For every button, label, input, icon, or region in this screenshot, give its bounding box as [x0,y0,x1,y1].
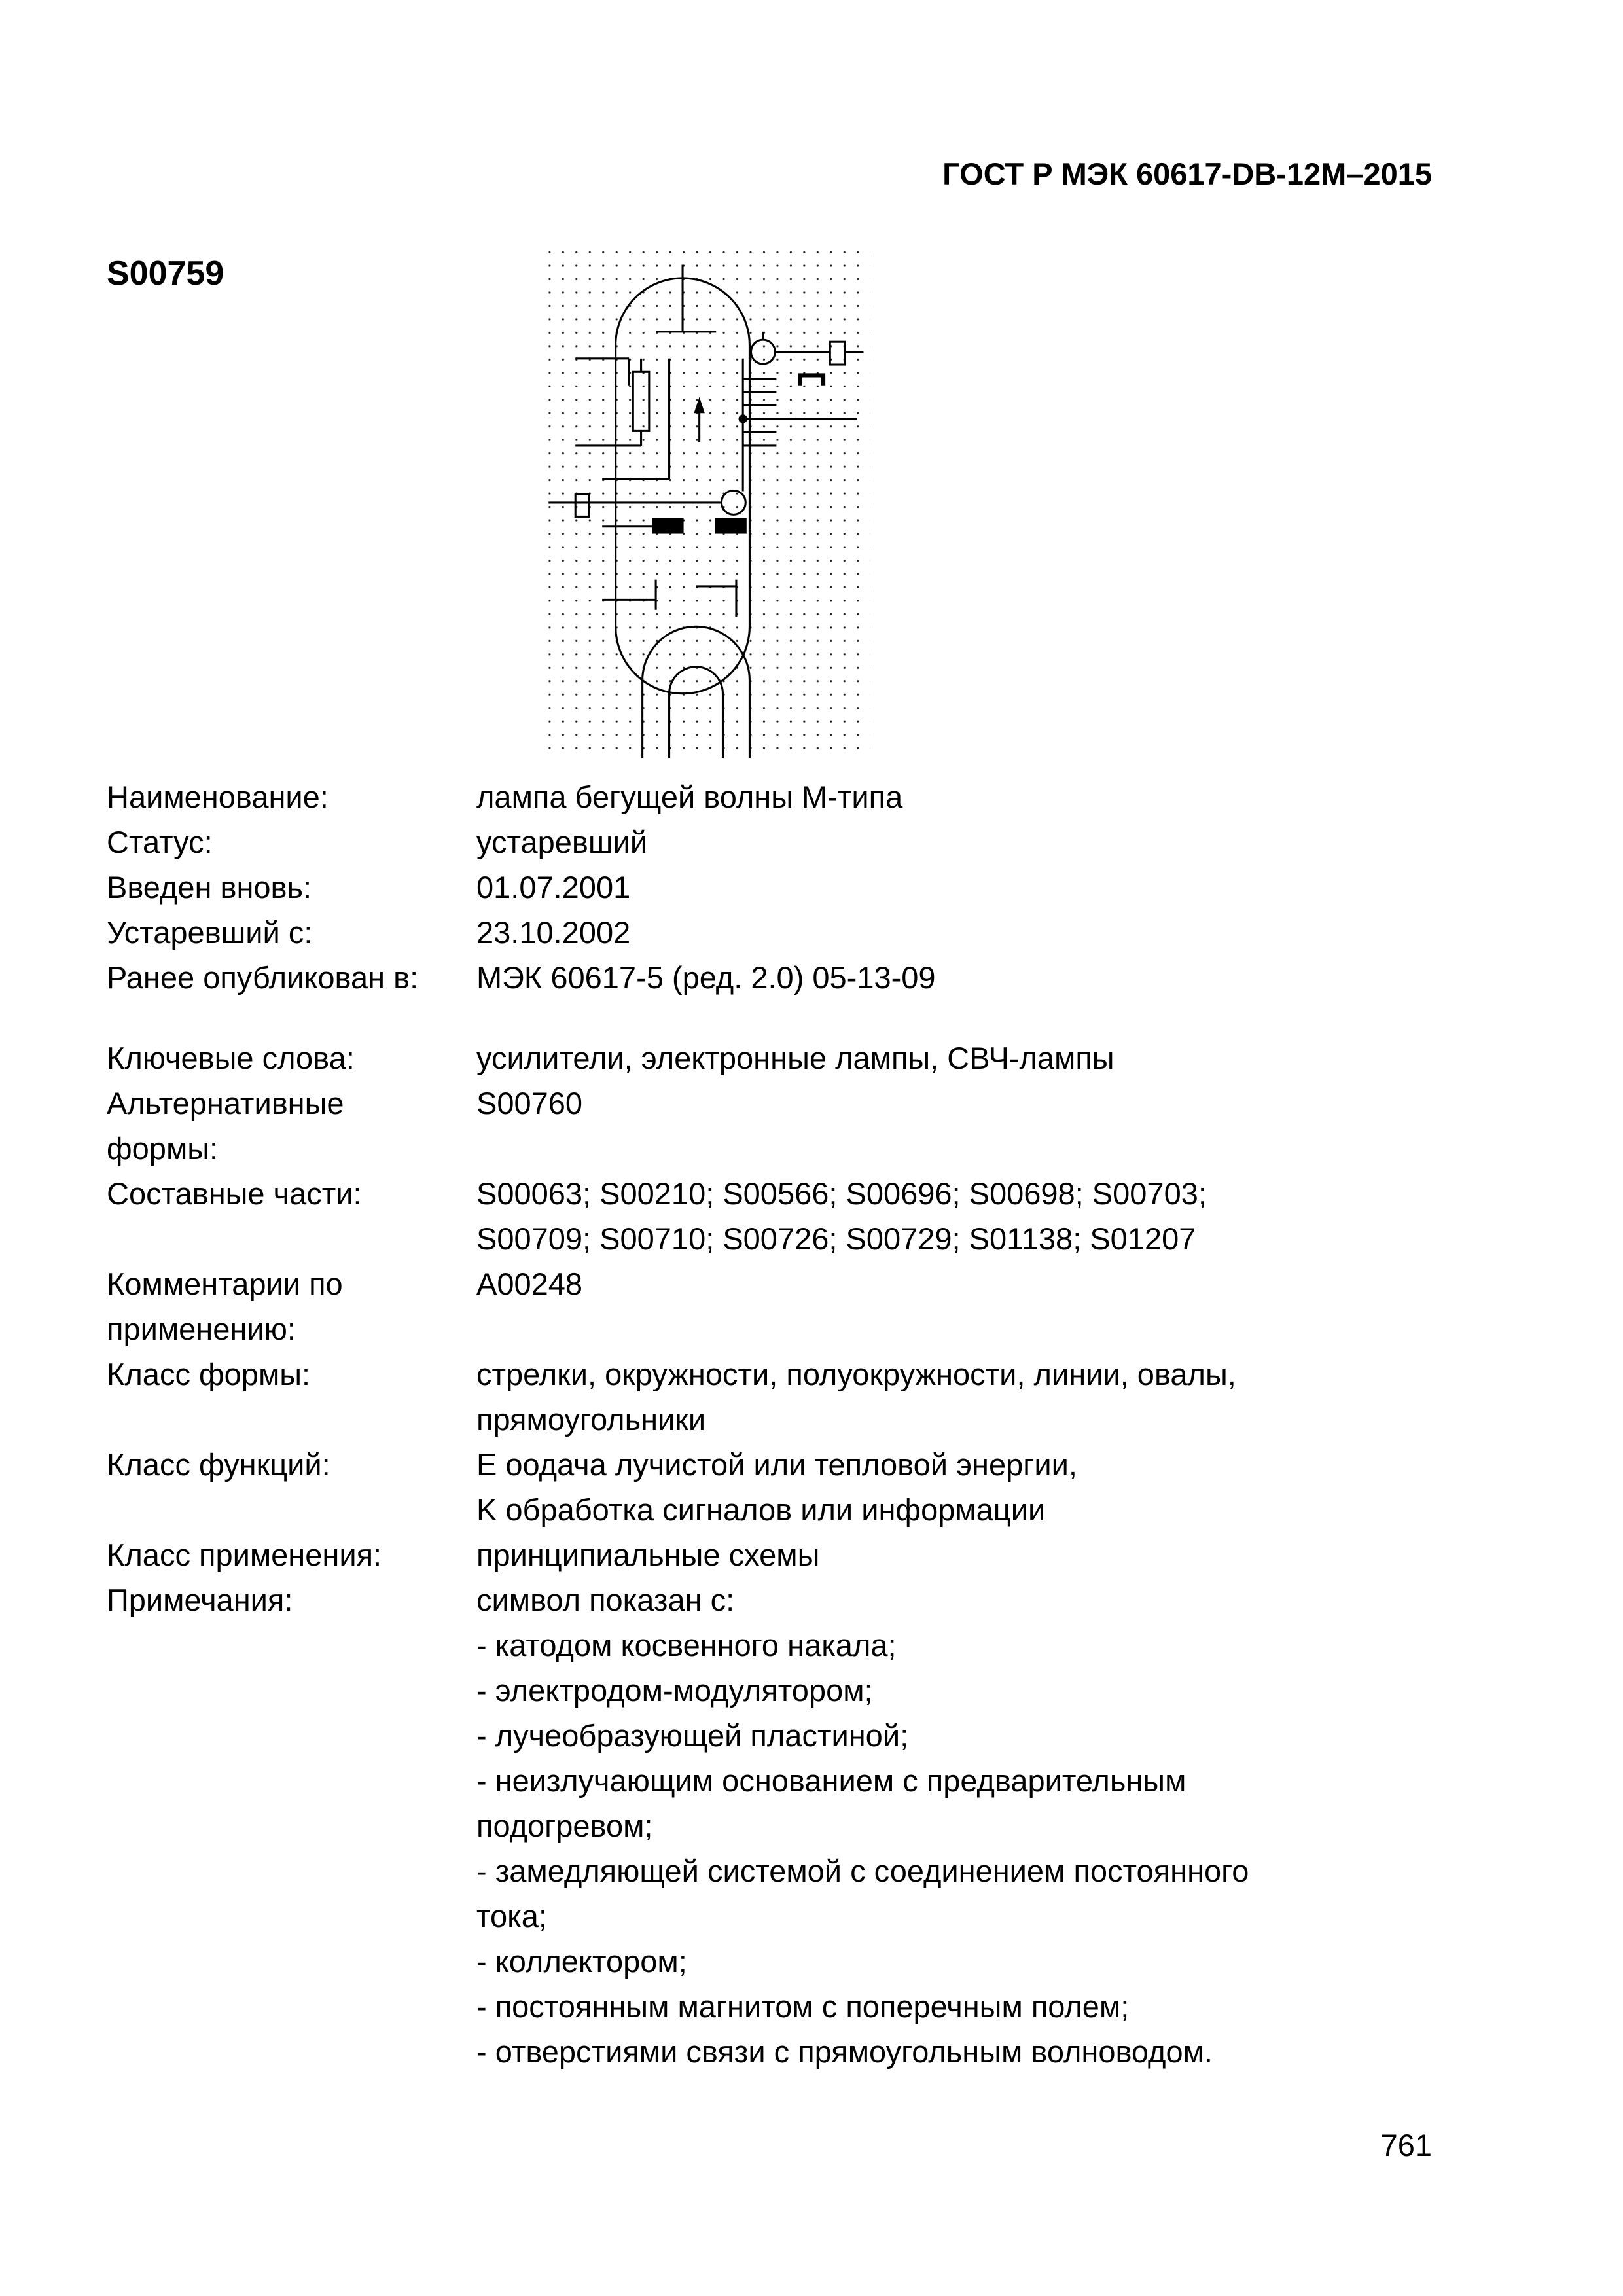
field-value: A00248 [476,1266,583,1301]
remark-line: - катодом косвенного накала; [476,1628,897,1662]
page-number: 761 [1380,2128,1432,2162]
field-name [107,774,1481,819]
field-label [107,1081,476,1171]
field-remarks [107,1577,1481,2074]
field-label: Ранее опубликован в: [107,960,419,995]
field-shape-class [107,1352,1481,1442]
label-line: Альтернативные [107,1086,344,1121]
field-label [107,1261,476,1352]
remark-line: символ показан с: [476,1583,735,1617]
remark-line: - отверстиями связи с прямоугольным волноводом. [476,2034,1213,2069]
field-value [476,1442,1481,1532]
field-introduced [107,865,1481,910]
value-line: S00709; S00710; S00726; S00729; S01138; S01207 [476,1221,1196,1256]
field-value: 23.10.2002 [476,915,631,950]
field-value: усилители, электронные лампы, СВЧ-лампы [476,1041,1115,1075]
remark-line: - лучеобразующей пластиной; [476,1718,909,1753]
field-label: Ключевые слова: [107,1041,355,1075]
remark-line: - электродом-модулятором; [476,1673,873,1708]
field-parts [107,1171,1481,1261]
value-line: стрелки, окружности, полуокружности, линии, овалы, [476,1357,1236,1391]
field-value: S00760 [476,1086,583,1121]
field-label: Класс применения: [107,1537,382,1572]
field-label: Класс функций: [107,1447,330,1482]
field-label: Статус: [107,825,213,859]
field-value [476,1171,1481,1261]
field-keywords [107,1035,1481,1081]
standard-header: ГОСТ Р МЭК 60617-DB-12M–2015 [942,156,1432,191]
value-line: прямоугольники [476,1402,706,1437]
field-value [476,1577,1481,2074]
section-gap [107,1000,1481,1035]
field-application-class [107,1532,1481,1577]
field-value: лампа бегущей волны М-типа [476,780,903,814]
field-alt-forms [107,1081,1481,1171]
field-value: принципиальные схемы [476,1537,820,1572]
remark-line: - постоянным магнитом с поперечным полем; [476,1989,1130,2024]
field-label: Введен вновь: [107,870,312,905]
field-value: МЭК 60617-5 (ред. 2.0) 05-13-09 [476,960,936,995]
field-label: Класс формы: [107,1357,311,1391]
value-line: S00063; S00210; S00566; S00696; S00698; S00703; [476,1176,1207,1211]
grid-dots [548,251,870,758]
tube-symbol-figure [548,251,870,758]
field-value: устаревший [476,825,648,859]
value-line: Е оодача лучистой или тепловой энергии, [476,1447,1077,1482]
field-status [107,819,1481,865]
remark-line: - замедляющей системой с соединением постоянного [476,1854,1249,1888]
label-line: Комментарии по [107,1266,343,1301]
value-line: K обработка сигналов или информации [476,1492,1046,1527]
field-obsolete-since [107,910,1481,955]
field-previously-published [107,955,1481,1000]
symbol-id: S00759 [107,255,224,293]
remark-line: тока; [476,1899,547,1933]
remark-line: - неизлучающим основанием с предварительным [476,1763,1186,1798]
remark-line: - коллектором; [476,1944,687,1979]
field-label: Наименование: [107,780,329,814]
field-label: Примечания: [107,1583,293,1617]
field-function-class [107,1442,1481,1532]
label-line: применению: [107,1312,296,1346]
field-application-notes [107,1261,1481,1352]
field-value [476,1352,1481,1442]
label-line: формы: [107,1131,219,1166]
field-label: Составные части: [107,1176,362,1211]
remark-line: подогревом; [476,1808,653,1843]
field-label: Устаревший с: [107,915,313,950]
field-value: 01.07.2001 [476,870,631,905]
symbol-fields [107,774,1481,2074]
